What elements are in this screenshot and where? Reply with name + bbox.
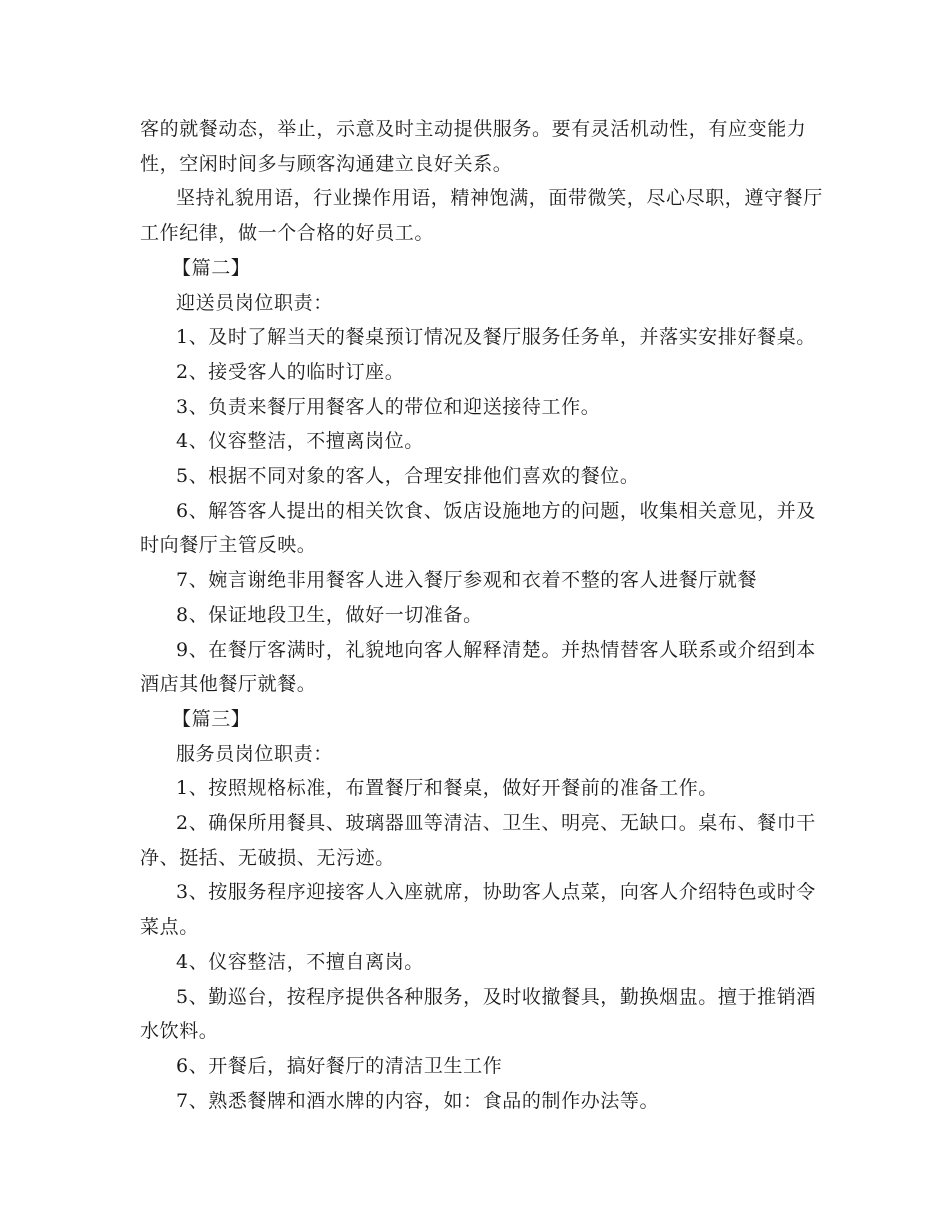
section-heading-part3: 【篇三】	[172, 707, 251, 730]
list-item: 9、在餐厅客满时，礼貌地向客人解释清楚。并热情替客人联系或介绍到本酒店其他餐厅就餐。	[140, 638, 816, 696]
list-item: 3、负责来餐厅用餐客人的带位和迎送接待工作。	[176, 395, 601, 418]
paragraph-continuation: 客的就餐动态，举止，示意及时主动提供服务。要有灵活机动性，有应变能力性，空闲时间多与顾客沟通建立良好关系。	[140, 118, 807, 175]
list-item: 7、婉言谢绝非用餐客人进入餐厅参观和衣着不整的客人进餐厅就餐	[176, 569, 758, 592]
paragraph-etiquette: 坚持礼貌用语，行业操作用语，精神饱满，面带微笑，尽心尽职，遵守餐厅工作纪律，做一个合格的好员工。	[140, 187, 823, 245]
document-body	[140, 112, 828, 1118]
list-item: 1、及时了解当天的餐桌预订情况及餐厅服务任务单，并落实安排好餐桌。	[176, 326, 816, 349]
list-item: 2、接受客人的临时订座。	[176, 360, 405, 383]
list-item: 4、仪容整洁，不擅自离岗。	[176, 950, 424, 973]
list-item: 7、熟悉餐牌和酒水牌的内容，如：食品的制作办法等。	[176, 1089, 660, 1112]
list-item: 6、解答客人提出的相关饮食、饭店设施地方的问题，收集相关意见，并及时向餐厅主管反映。	[140, 499, 816, 557]
list-item: 4、仪容整洁，不擅离岗位。	[176, 430, 424, 453]
list-item: 5、勤巡台，按程序提供各种服务，及时收撤餐具，勤换烟盅。擅于推销酒水饮料。	[140, 985, 816, 1043]
subheading-waiter-duties: 服务员岗位职责：	[176, 742, 333, 765]
section-heading-part2: 【篇二】	[172, 256, 251, 279]
list-item: 1、按照规格标准，布置餐厅和餐桌，做好开餐前的准备工作。	[176, 777, 718, 800]
list-item: 3、按服务程序迎接客人入座就席，协助客人点菜，向客人介绍特色或时令菜点。	[140, 881, 816, 939]
list-item: 8、保证地段卫生，做好一切准备。	[176, 603, 483, 626]
list-item: 2、确保所用餐具、玻璃器皿等清洁、卫生、明亮、无缺口。桌布、餐巾干净、挺括、无破损、无污迹。	[140, 812, 816, 869]
list-item: 5、根据不同对象的客人，合理安排他们喜欢的餐位。	[176, 465, 640, 488]
subheading-greeter-duties: 迎送员岗位职责：	[176, 291, 333, 314]
list-item: 6、开餐后，搞好餐厅的清洁卫生工作	[176, 1054, 503, 1077]
